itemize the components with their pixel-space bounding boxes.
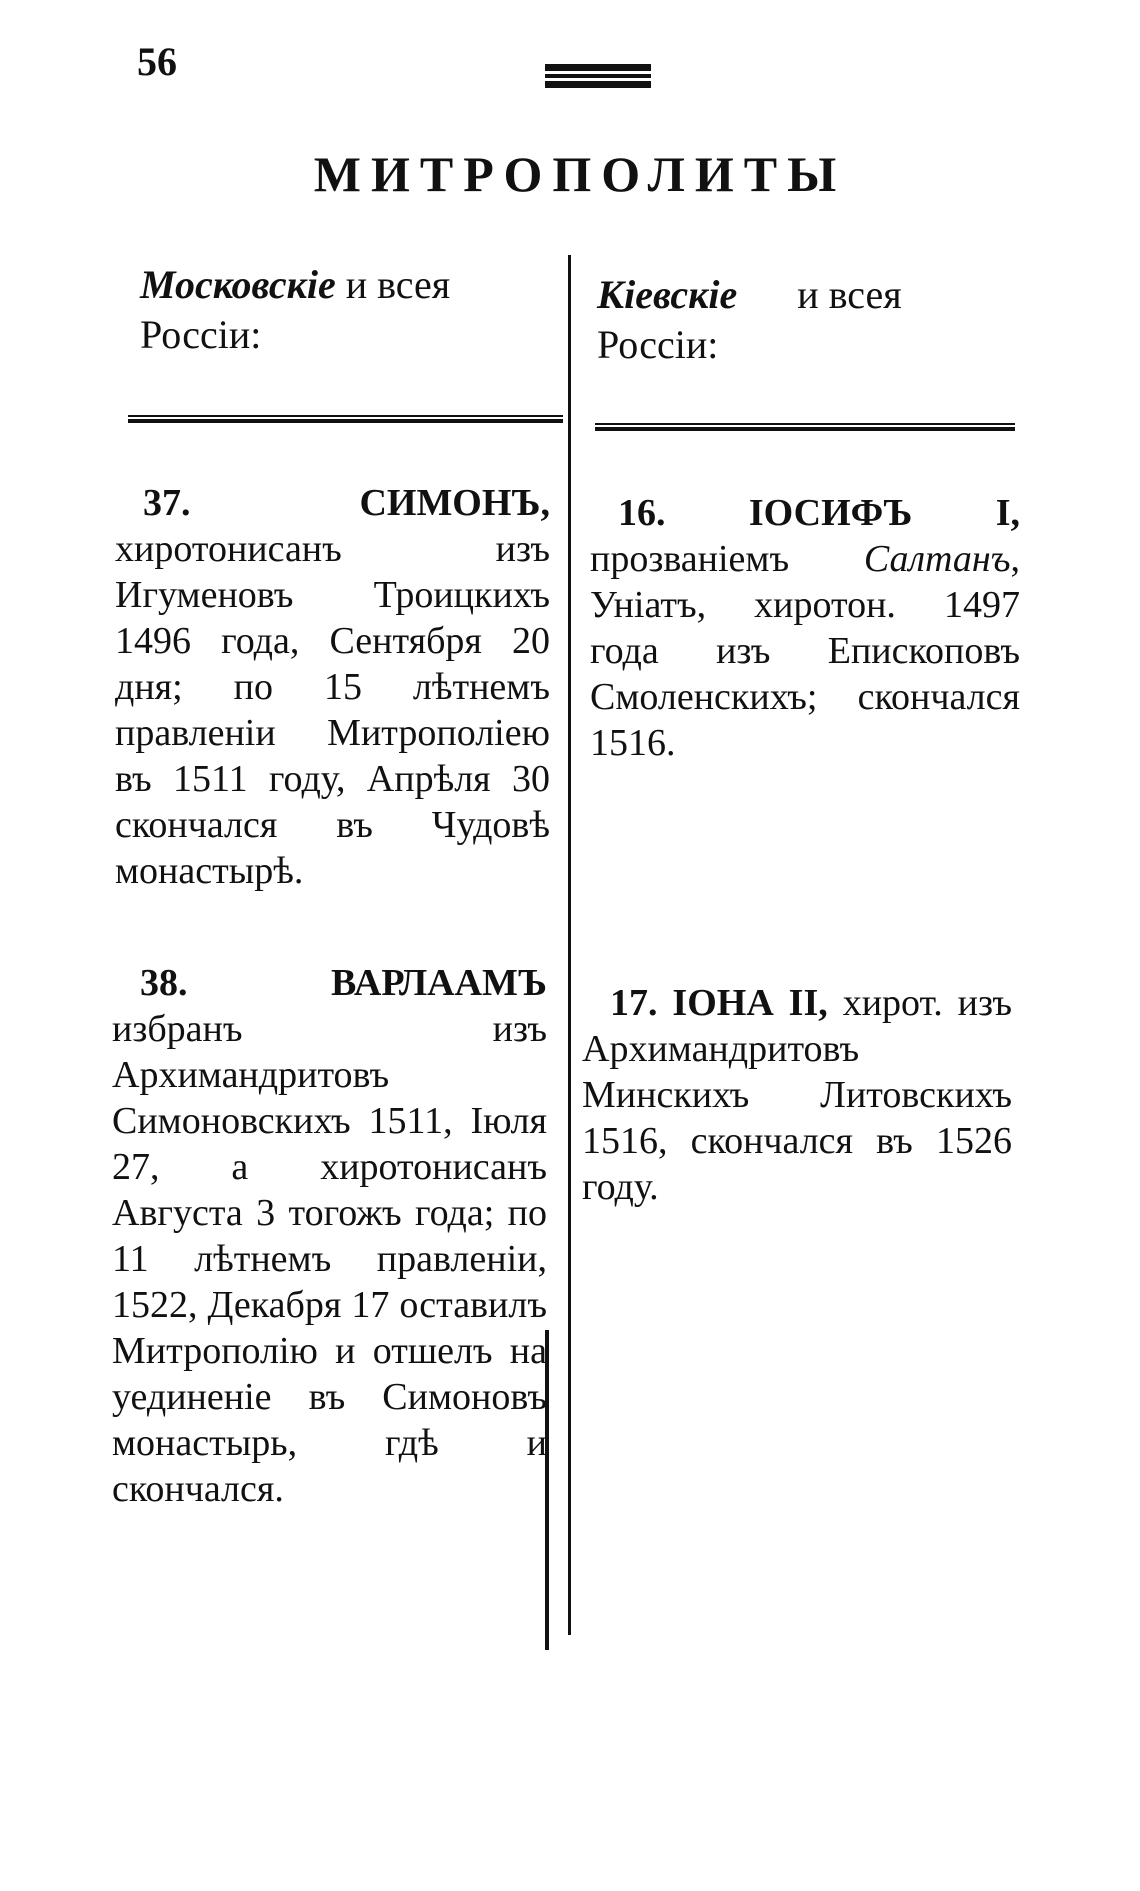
entry-varlaam — [112, 960, 547, 1512]
column-divider — [568, 255, 571, 1635]
entry-text: хирот. изъ Архимандритовъ Минскихъ Литовскихъ 1516, скончался въ 1526 году. — [582, 982, 1013, 1208]
page-number: 56 — [137, 39, 177, 84]
right-column-header — [597, 270, 1027, 370]
entry-text-continued: , Унiатъ, хиротон. 1497 года изъ Епископовъ Смоленскихъ; скончался 1516. — [590, 538, 1020, 764]
entry-number: 17. — [610, 982, 658, 1024]
entry-text: прозванiемъ — [590, 538, 790, 580]
entry-number: 16. — [618, 492, 666, 534]
page-title: МИТРОПОЛИТЫ — [313, 146, 847, 202]
entry-text: избранъ изъ Архимандритовъ Симоновскихъ 1511, Iюля 27, а хиротонисанъ Августа 3 тогожъ года; по 11 лѣтнемъ правленiи, 1522, Декабря 17 оставилъ Митрополiю и отшелъ на уединенiе въ Симоновъ монастырь, гдѣ и скончался. — [112, 1008, 547, 1510]
entry-name: ВАРЛААМЪ — [330, 962, 547, 1004]
right-header-italic: Кiевскiе — [597, 272, 738, 317]
left-header-rest: и всея Россiи: — [140, 262, 451, 357]
entry-name: IОНА II, — [672, 982, 828, 1024]
left-column-header — [140, 260, 560, 360]
entry-text: хиротонисанъ изъ Игуменовъ Троицкихъ 1496 года, Сентября 20 дня; по 15 лѣтнемъ правленiи Митрополiею въ 1511 году, Апрѣля 30 скончался въ Чудовѣ монастырѣ. — [115, 528, 550, 892]
entry-number: 38. — [140, 962, 188, 1004]
entry-name: IОСИФЪ I, — [748, 492, 1020, 534]
entry-surname: Салтанъ — [863, 538, 1011, 580]
entry-number: 37. — [143, 482, 191, 524]
right-header-rule — [595, 423, 1015, 431]
entry-name: СИМОНЪ, — [359, 482, 550, 524]
header-ornament — [545, 64, 651, 91]
right-header-rest: и всея Россiи: — [597, 272, 902, 367]
entry-iona — [582, 980, 1012, 1210]
left-header-italic: Московскiе — [140, 262, 336, 307]
entry-simon — [115, 480, 550, 894]
left-header-rule — [128, 415, 563, 423]
entry-iosif — [590, 490, 1020, 766]
